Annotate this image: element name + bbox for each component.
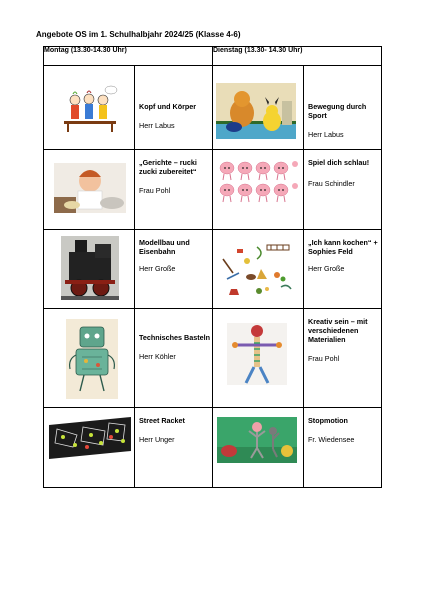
image-cell <box>44 408 135 488</box>
course-title: Street Racket <box>139 416 185 425</box>
stopmotion-figures-photo <box>217 417 297 463</box>
children-on-bench-icon <box>61 84 121 134</box>
image-cell <box>213 66 304 150</box>
image-cell <box>44 66 135 150</box>
teacher-name: Frau Schindler <box>308 179 355 188</box>
image-cell <box>213 230 304 309</box>
course-title: Bewegung durch Sport <box>308 102 367 120</box>
course-cell <box>304 408 382 488</box>
document-title: Angebote OS im 1. Schulhalbjahr 2024/25 (Klasse 4-6) <box>36 30 241 39</box>
brain-emoji-grid <box>215 158 301 210</box>
table-row <box>44 408 382 488</box>
table-row <box>44 309 382 408</box>
teacher-name: Herr Labus <box>308 130 344 139</box>
image-cell <box>44 309 135 408</box>
image-cell <box>44 150 135 230</box>
course-cell <box>135 150 213 230</box>
circuit-robot-illustration <box>66 319 118 399</box>
teacher-name: Herr Unger <box>139 435 175 444</box>
steam-locomotive-photo <box>61 236 119 300</box>
teacher-name: Herr Labus <box>139 121 175 130</box>
course-cell <box>304 66 382 150</box>
course-cell <box>135 309 213 408</box>
course-title: Spiel dich schlau! <box>308 158 370 167</box>
image-cell <box>213 309 304 408</box>
course-title: Stopmotion <box>308 416 348 425</box>
table-row <box>44 150 382 230</box>
image-cell <box>213 408 304 488</box>
course-title: „Ich kann kochen“ + Sophies Feld <box>308 238 378 256</box>
street-racket-court-photo <box>49 417 131 459</box>
course-cell <box>304 309 382 408</box>
course-cell <box>304 150 382 230</box>
header-row <box>44 47 382 66</box>
yarn-figure-photo <box>227 323 287 385</box>
garden-tools-clipart <box>217 239 297 297</box>
course-cell <box>135 230 213 309</box>
teacher-name: Herr Große <box>308 264 345 273</box>
teacher-name: Herr Köhler <box>139 352 176 361</box>
course-cell <box>135 66 213 150</box>
table-row <box>44 230 382 309</box>
course-title: „Gerichte – rucki zucki zubereitet“ <box>139 158 197 176</box>
teacher-name: Fr. Wiedensee <box>308 435 355 444</box>
teacher-name: Herr Große <box>139 264 176 273</box>
course-title: Kreativ sein – mit verschiedenen Materialien <box>308 317 368 344</box>
plush-toys-sport-photo <box>216 83 296 139</box>
course-schedule-table <box>43 46 382 488</box>
course-cell <box>304 230 382 309</box>
course-title: Kopf und Körper <box>139 102 197 111</box>
teacher-name: Frau Pohl <box>139 186 171 195</box>
child-cooking-photo <box>54 163 126 213</box>
image-cell <box>213 150 304 230</box>
monday-header: Montag (13.30-14.30 Uhr) <box>44 47 213 66</box>
course-cell <box>135 408 213 488</box>
tuesday-header: Dienstag (13.30- 14.30 Uhr) <box>213 47 382 66</box>
table-row <box>44 66 382 150</box>
teacher-name: Frau Pohl <box>308 354 340 363</box>
course-title: Technisches Basteln <box>139 333 210 342</box>
course-title: Modellbau und Eisenbahn <box>139 238 190 256</box>
image-cell <box>44 230 135 309</box>
